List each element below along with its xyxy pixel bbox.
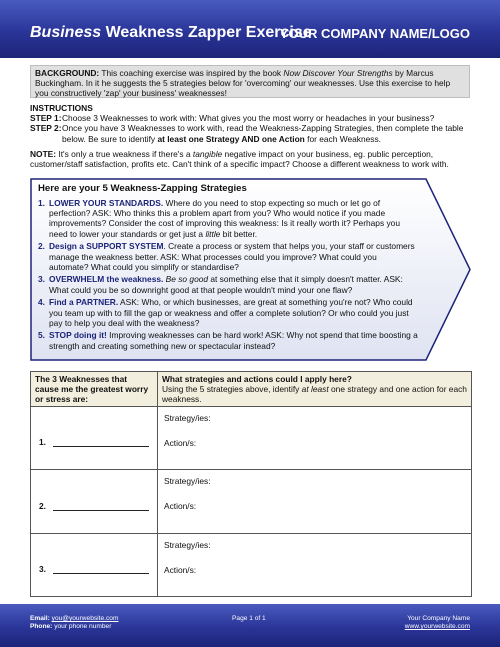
document-title: Business Weakness Zapper Exercise	[30, 24, 312, 41]
strategies-title: Here are your 5 Weakness-Zapping Strategies	[38, 183, 247, 194]
step-2: STEP 2: Once you have 3 Weaknesses to work with, read the Weakness-Zapping Strategies, then complete the table below. Be sure to identify at least one Strategy AND one Action for each Weakness.	[30, 123, 464, 144]
weakness-table	[30, 371, 472, 597]
action-label: Action/s:	[164, 501, 197, 512]
weakness-cell: 2.	[31, 470, 158, 533]
note: NOTE: It's only a true weakness if there's a tangible negative impact on your business, eg. public perception, customer/staff satisfaction, profits etc. Can't think of a specific impact? Choose a different weakness to work with.	[30, 149, 449, 170]
strategy-item: 4. Find a PARTNER. ASK: Who, or which businesses, are great at something you're not? Who could you team up with to fill the gap or weakness and offer a complete solution? Or who could you just pay to help you deal with the weakness?	[38, 297, 413, 328]
strategy-label: Strategy/ies:	[164, 476, 211, 487]
instructions-heading: INSTRUCTIONS	[30, 103, 93, 113]
table-row	[31, 407, 472, 470]
strategy-label: Strategy/ies:	[164, 539, 211, 550]
weakness-cell: 1.	[31, 407, 158, 470]
page-header	[0, 0, 500, 58]
table-row	[31, 533, 472, 596]
strategy-item: 3. OVERWHELM the weakness. Be so good at something else that it simply doesn't matter. ASK: What could you be so downright good at that people wouldn't mind your one flaw?	[38, 274, 403, 295]
weaknesses-column-header: The 3 Weaknesses that cause me the greatest worry or stress are:	[31, 372, 158, 407]
strategy-label: Strategy/ies:	[164, 413, 211, 423]
step-1: STEP 1: Choose 3 Weaknesses to work with: What gives you the most worry or headaches in your business?	[30, 113, 435, 124]
action-label: Action/s:	[164, 438, 197, 448]
weakness-cell: 3.	[31, 533, 158, 596]
action-label: Action/s:	[164, 564, 197, 575]
weakness-input-line[interactable]	[53, 573, 149, 574]
page-footer	[0, 604, 500, 647]
company-logo-placeholder: YOUR COMPANY NAME/LOGO	[279, 26, 470, 41]
background-box: BACKGROUND: This coaching exercise was inspired by the book Now Discover Your Strengths by Marcus Buckingham. In it he suggests the 5 strategies below for 'overcoming' our weaknesses. Use this exercise to help you constructively 'zap' your business' weaknesses!	[30, 65, 470, 98]
strategy-item: 5. STOP doing it! Improving weaknesses can be hard work! ASK: Why not spend that time boosting a strength and creating something new or spectacular instead?	[38, 330, 418, 351]
page-number: Page 1 of 1	[232, 615, 266, 622]
email-link[interactable]: you@yourwebsite.com	[51, 615, 119, 622]
strategy-action-cell[interactable]	[158, 407, 472, 470]
strategies-content	[38, 183, 418, 353]
strategy-action-cell[interactable]	[158, 533, 472, 596]
instructions-section	[30, 103, 475, 144]
weakness-input-line[interactable]	[53, 510, 149, 511]
strategies-column-header: What strategies and actions could I apply here? Using the 5 strategies above, identify at least one strategy and one action for each weakness.	[158, 372, 472, 407]
footer-company: Your Company Name www.yourwebsite.com	[404, 615, 470, 630]
strategy-item: 2. Design a SUPPORT SYSTEM. Create a process or system that helps you, your staff or customers manage the weakness better. ASK: What processes could you improve? What could you automate? What could you simplify or standardise?	[38, 241, 415, 272]
table-header-row	[31, 372, 472, 407]
table-row	[31, 470, 472, 533]
weakness-input-line[interactable]	[53, 446, 149, 447]
strategy-item: 1. LOWER YOUR STANDARDS. Where do you need to stop expecting so much or let go of perfection? ASK: Who thinks this a problem apart from you? Who would notice if you made improvements? Consider the cost of improving this weakness: Is it really worth it? Perhaps you need to lower your standards or get just a little bit better.	[38, 198, 400, 239]
strategy-action-cell[interactable]	[158, 470, 472, 533]
website-link[interactable]: www.yourwebsite.com	[404, 623, 470, 630]
footer-contact: Email: you@yourwebsite.com Phone: your phone number	[30, 615, 119, 630]
strategies-arrow	[30, 178, 472, 361]
